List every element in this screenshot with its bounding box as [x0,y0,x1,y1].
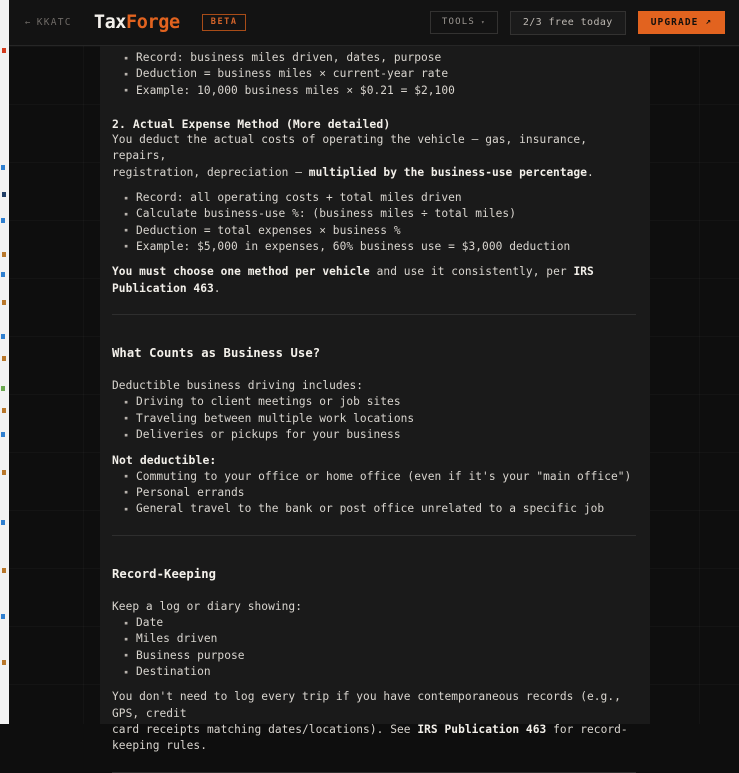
list-item: ▪ Personal errands [136,485,638,501]
spacer [112,297,638,314]
spacer [112,99,638,116]
actual-expense-intro-line-1: You deduct the actual costs of operating the vehicle — gas, insurance, repairs, [112,133,587,163]
external-link-icon: ↗ [705,17,712,27]
back-arrow-icon: ← [25,17,32,28]
list-item: ▪ Calculate business-use %: (business miles ÷ total miles) [136,206,638,222]
keep-log-intro: Keep a log or diary showing: [112,599,302,613]
list-item: ▪ General travel to the bank or post office unrelated to a specific job [136,501,638,517]
list-item: ▪ Example: 10,000 business miles × $0.21 = $2,100 [136,83,638,99]
method-consistency-note [112,264,638,297]
list-item: ▪ Miles driven [136,631,638,647]
spacer [112,518,638,535]
contemporaneous-records-note-line-1: You don't need to log every trip if you have contemporaneous records (e.g., GPS, credit [112,690,621,720]
list-item: ▪ Traveling between multiple work locations [136,411,638,427]
list-item: ▪ Deduction = business miles × current-year rate [136,66,638,82]
list-item: ▪ Record: all operating costs + total miles driven [136,190,638,206]
actual-expense-bullet-list [112,190,638,255]
method-consistency-end: . [213,281,221,295]
actual-expense-heading: 2. Actual Expense Method (More detailed) [112,116,391,131]
closing-lead: card receipts matching dates/locations). See [112,722,418,736]
back-link[interactable] [25,17,72,28]
irs-publication-reference[interactable]: IRS Publication 463 [112,265,594,295]
intro-text-emphasis: multiplied by the business-use percentage [308,165,587,179]
spacer [112,536,638,566]
spacer [112,255,638,264]
list-item: ▪ Business purpose [136,648,638,664]
mileage-method-bullet-list [112,50,638,99]
article-body [112,46,638,773]
contemporaneous-records-note-line-2 [112,722,638,755]
record-keeping-bullet-list [112,615,638,680]
back-link-label: KKATC [36,17,72,28]
business-use-heading: What Counts as Business Use? [112,345,321,360]
closing-tail: for record-keeping rules. [112,722,628,753]
intro-text-lead: registration, depreciation — [112,165,309,179]
spacer [112,315,638,345]
spacer [112,181,638,190]
record-keeping-heading: Record-Keeping [112,566,217,581]
section-divider [112,772,636,773]
beta-badge: BETA [202,14,246,31]
spacer [112,680,638,689]
upgrade-button[interactable] [638,11,725,35]
spacer [112,755,638,772]
method-consistency-mid: and use it consistently, per [369,265,574,279]
free-quota-badge[interactable]: 2/3 free today [510,11,626,35]
not-deductible-bullet-list [112,469,638,518]
spacer [112,361,638,378]
chevron-down-icon: ▾ [481,18,486,26]
list-item: ▪ Date [136,615,638,631]
brand-logo[interactable] [94,12,180,33]
spacer [112,582,638,599]
list-item: ▪ Example: $5,000 in expenses, 60% business use = $3,000 deduction [136,239,638,255]
spacer [112,443,638,452]
intro-text-tail: . [586,165,594,179]
tools-dropdown-button[interactable] [430,11,498,34]
tools-button-label: TOOLS [441,17,476,27]
method-consistency-emphasis: You must choose one method per vehicle [112,265,370,279]
underlying-page-strip [0,0,9,724]
list-item: ▪ Commuting to your office or home office (even if it's your "main office") [136,469,638,485]
list-item: ▪ Deliveries or pickups for your business [136,427,638,443]
top-navigation-bar [9,0,739,46]
deductible-bullet-list [112,394,638,443]
deductible-intro: Deductible business driving includes: [112,379,364,393]
list-item: ▪ Record: business miles driven, dates, purpose [136,50,638,66]
irs-publication-reference[interactable]: IRS Publication 463 [417,722,547,736]
upgrade-button-label: UPGRADE [650,16,699,28]
list-item: ▪ Driving to client meetings or job sites [136,394,638,410]
list-item: ▪ Destination [136,664,638,680]
actual-expense-intro-line-2 [112,165,638,181]
not-deductible-heading: Not deductible: [112,453,217,468]
article-card [100,46,650,753]
brand-part-two: Forge [126,12,180,33]
brand-part-one: Tax [93,12,127,33]
list-item: ▪ Deduction = total expenses × business % [136,223,638,239]
